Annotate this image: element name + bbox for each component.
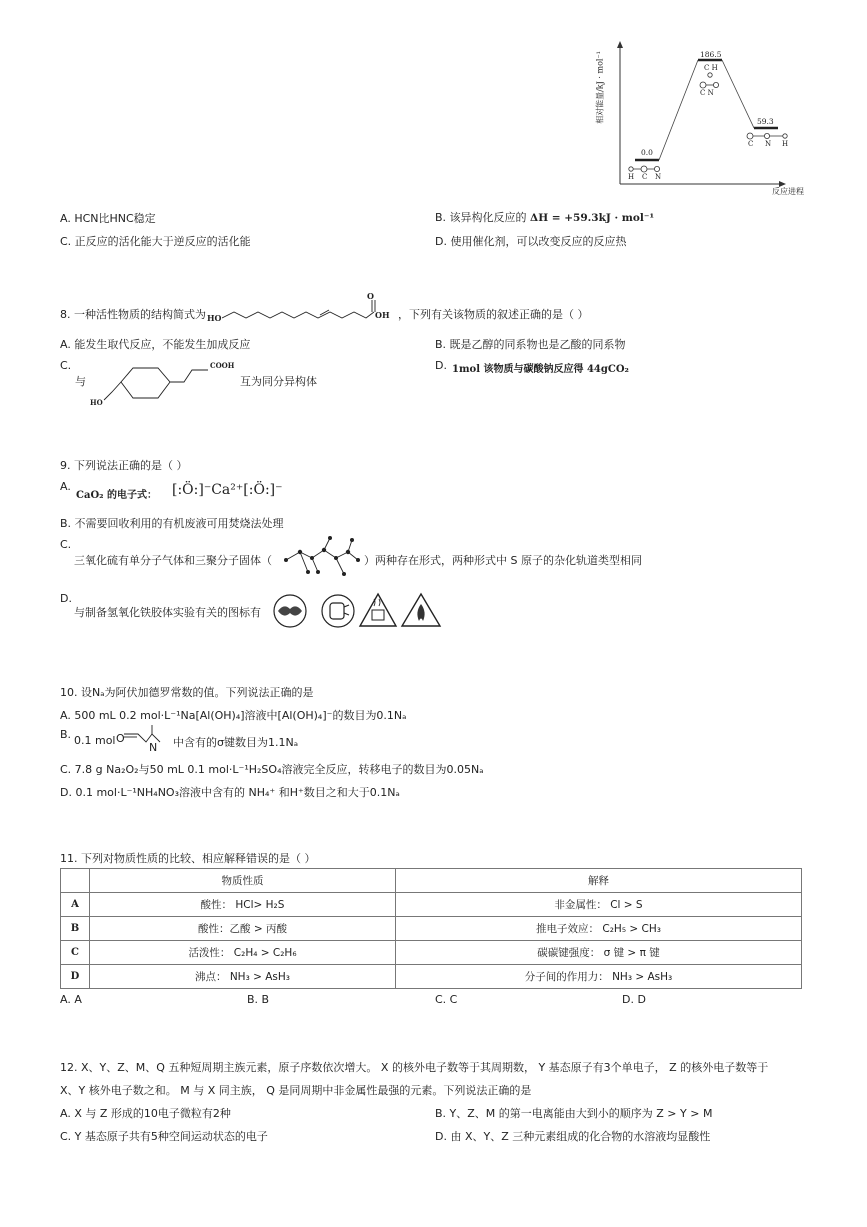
q8-stem-post: ，下列有关该物质的叙述正确的是（ ） bbox=[398, 308, 589, 321]
y-axis-arrow bbox=[617, 41, 623, 48]
q8-option-b: B. 既是乙醇的同系物也是乙酸的同系物 bbox=[435, 338, 626, 351]
table-cell-explanation: 非金属性： Cl > S bbox=[396, 893, 802, 917]
start-atom-c: C bbox=[642, 173, 648, 181]
q12-option-b: B. Y、Z、M 的第一电离能由大到小的顺序为 Z > Y > M bbox=[435, 1107, 713, 1120]
q7-option-b-text: B. 该异构化反应的 bbox=[435, 211, 527, 224]
end-atom-n: N bbox=[765, 140, 772, 148]
table-header-property: 物质性质 bbox=[90, 869, 396, 893]
table-row bbox=[61, 941, 802, 965]
table-header-empty bbox=[61, 869, 90, 893]
start-atom-h: H bbox=[628, 173, 635, 181]
q9-trimer-structure bbox=[278, 532, 368, 582]
q10-option-a: A. 500 mL 0.2 mol·L⁻¹Na[Al(OH)₄]溶液中[Al(OH)₄]⁻的数目为0.1Nₐ bbox=[60, 709, 407, 722]
q10-option-b-o: O bbox=[116, 732, 125, 745]
molecule-hnc bbox=[747, 133, 787, 139]
table-row bbox=[61, 965, 802, 989]
q8-option-a: A. 能发生取代反应，不能发生加成反应 bbox=[60, 338, 251, 351]
q7-option-b-formula: ΔH = +59.3kJ · mol⁻¹ bbox=[530, 212, 655, 224]
table-cell-explanation: 推电子效应： C₂H₅ > CH₃ bbox=[396, 917, 802, 941]
q12-option-d: D. 由 X、Y、Z 三种元素组成的化合物的水溶液均显酸性 bbox=[435, 1130, 711, 1143]
level-label-end: 59.3 bbox=[757, 117, 774, 126]
q10-stem: 10. 设Nₐ为阿伏加德罗常数的值。下列说法正确的是 bbox=[60, 686, 314, 699]
q10-option-d: D. 0.1 mol·L⁻¹NH₄NO₃溶液中含有的 NH₄⁺ 和H⁺数目之和大于0.1Nₐ bbox=[60, 786, 400, 799]
hand-wash-icon bbox=[318, 593, 358, 629]
chart-xlabel: 反应进程 bbox=[772, 187, 804, 196]
q10-option-b-n: N bbox=[149, 741, 158, 754]
q8-stem-pre: 8. 一种活性物质的结构简式为 bbox=[60, 308, 206, 321]
q11-option-b: B. B bbox=[247, 993, 270, 1006]
q8-o-label: O bbox=[367, 291, 374, 301]
table-cell-label: D bbox=[61, 965, 90, 989]
table-header-row bbox=[61, 869, 802, 893]
chart-ylabel: 相对能量/kJ · mol⁻¹ bbox=[595, 51, 605, 124]
q9-option-c-label: C. bbox=[60, 538, 72, 551]
q11-stem: 11. 下列对物质性质的比较、相应解释错误的是（ ） bbox=[60, 852, 316, 865]
table-cell-property: 沸点： NH₃ > AsH₃ bbox=[90, 965, 396, 989]
end-atom-c: C bbox=[748, 140, 754, 148]
q8-option-c-pre: 与 bbox=[75, 375, 86, 388]
molecule-ts bbox=[700, 73, 719, 88]
q12-stem-line1: 12. X、Y、Z、M、Q 五种短周期主族元素，原子序数依次增大。 X 的核外电子数等于其周期数， Y 基态原子有3个单电子， Z 的核外电子数等于 bbox=[60, 1061, 769, 1074]
path-up bbox=[659, 60, 698, 160]
ts-atoms-top: C H bbox=[704, 64, 718, 72]
molecule-hcn bbox=[629, 166, 660, 172]
q7-option-c: C. 正反应的活化能大于逆反应的活化能 bbox=[60, 235, 251, 248]
start-atom-n: N bbox=[655, 173, 662, 181]
table-header-explanation: 解释 bbox=[396, 869, 802, 893]
table-cell-property: 活泼性： C₂H₄ > C₂H₆ bbox=[90, 941, 396, 965]
q8-c-ring bbox=[121, 368, 170, 398]
q9-option-a-label: A. bbox=[60, 480, 71, 493]
q11-option-d: D. D bbox=[622, 993, 646, 1006]
q8-option-c-label: C. bbox=[60, 359, 72, 372]
table-row bbox=[61, 893, 802, 917]
flame-icon bbox=[400, 592, 442, 628]
q8-option-c-cooh: COOH bbox=[210, 361, 235, 370]
ts-atoms-bottom: C N bbox=[700, 89, 714, 97]
q9-option-d-text: 与制备氢氧化铁胶体实验有关的图标有 bbox=[74, 606, 261, 619]
table-cell-label: B bbox=[61, 917, 90, 941]
q9-option-c-pre: 三氧化硫有单分子气体和三聚分子固体（ bbox=[74, 554, 272, 567]
q7-option-a: A. HCN比HNC稳定 bbox=[60, 212, 156, 225]
table-cell-property: 酸性：乙酸 > 丙酸 bbox=[90, 917, 396, 941]
q12-option-a: A. X 与 Z 形成的10电子微粒有2种 bbox=[60, 1107, 231, 1120]
q12-option-c: C. Y 基态原子共有5种空间运动状态的电子 bbox=[60, 1130, 268, 1143]
level-label-ts: 186.5 bbox=[700, 50, 722, 59]
q12-stem-line2: X、Y 核外电子数之和。 M 与 X 同主族， Q 是同周期中非金属性最强的元素。下列说法正确的是 bbox=[60, 1084, 532, 1097]
q8-chain bbox=[222, 312, 374, 318]
q8-option-c-ho: HO bbox=[90, 398, 103, 407]
table-cell-label: C bbox=[61, 941, 90, 965]
table-cell-label: A bbox=[61, 893, 90, 917]
q11-option-c: C. C bbox=[435, 993, 458, 1006]
hot-surface-icon bbox=[358, 592, 398, 628]
q9-stem: 9. 下列说法正确的是（ ） bbox=[60, 459, 188, 472]
q8-c-side-chain bbox=[170, 370, 208, 382]
q8-structure-svg bbox=[222, 292, 402, 326]
q8-oh-label: OH bbox=[375, 310, 390, 320]
q9-option-a-text: CaO₂ 的电子式： bbox=[76, 490, 158, 501]
level-label-start: 0.0 bbox=[641, 148, 653, 157]
table-cell-explanation: 分子间的作用力： NH₃ > AsH₃ bbox=[396, 965, 802, 989]
q7-option-b bbox=[435, 209, 654, 225]
end-atom-h: H bbox=[782, 140, 789, 148]
q9-option-b: B. 不需要回收利用的有机废液可用焚烧法处理 bbox=[60, 517, 284, 530]
q8-ho-label: HO bbox=[207, 313, 222, 323]
q11-option-a: A. A bbox=[60, 993, 82, 1006]
table-cell-property: 酸性： HCl> H₂S bbox=[90, 893, 396, 917]
q8-option-c-post: 互为同分异构体 bbox=[240, 375, 317, 388]
q9-option-c-post: ）两种存在形式，两种形式中 S 原子的杂化轨道类型相同 bbox=[364, 554, 642, 567]
path-down bbox=[722, 60, 754, 128]
q8-c-ho-chain bbox=[104, 382, 121, 400]
q10-option-b-post: 中含有的σ键数目为1.1Nₐ bbox=[173, 736, 299, 749]
q9-option-a-formula: [:Ö:]⁻Ca²⁺[:Ö:]⁻ bbox=[172, 482, 283, 498]
q10-option-c: C. 7.8 g Na₂O₂与50 mL 0.1 mol·L⁻¹H₂SO₄溶液完全反应，转移电子的数目为0.05Nₐ bbox=[60, 763, 484, 776]
goggles-icon bbox=[270, 593, 310, 629]
q8-option-d-label: D. bbox=[435, 359, 447, 372]
q10-option-b-label: B. bbox=[60, 728, 72, 741]
q9-option-d-label: D. bbox=[60, 592, 72, 605]
table-cell-explanation: 碳碳键强度： σ 键 > π 键 bbox=[396, 941, 802, 965]
q10-option-b-pre: 0.1 mol bbox=[74, 734, 116, 747]
q8-option-d-text: 1mol 该物质与碳酸钠反应得 44gCO₂ bbox=[452, 364, 629, 375]
q7-option-d: D. 使用催化剂，可以改变反应的反应热 bbox=[435, 235, 627, 248]
q11-table bbox=[60, 868, 802, 989]
table-row bbox=[61, 917, 802, 941]
